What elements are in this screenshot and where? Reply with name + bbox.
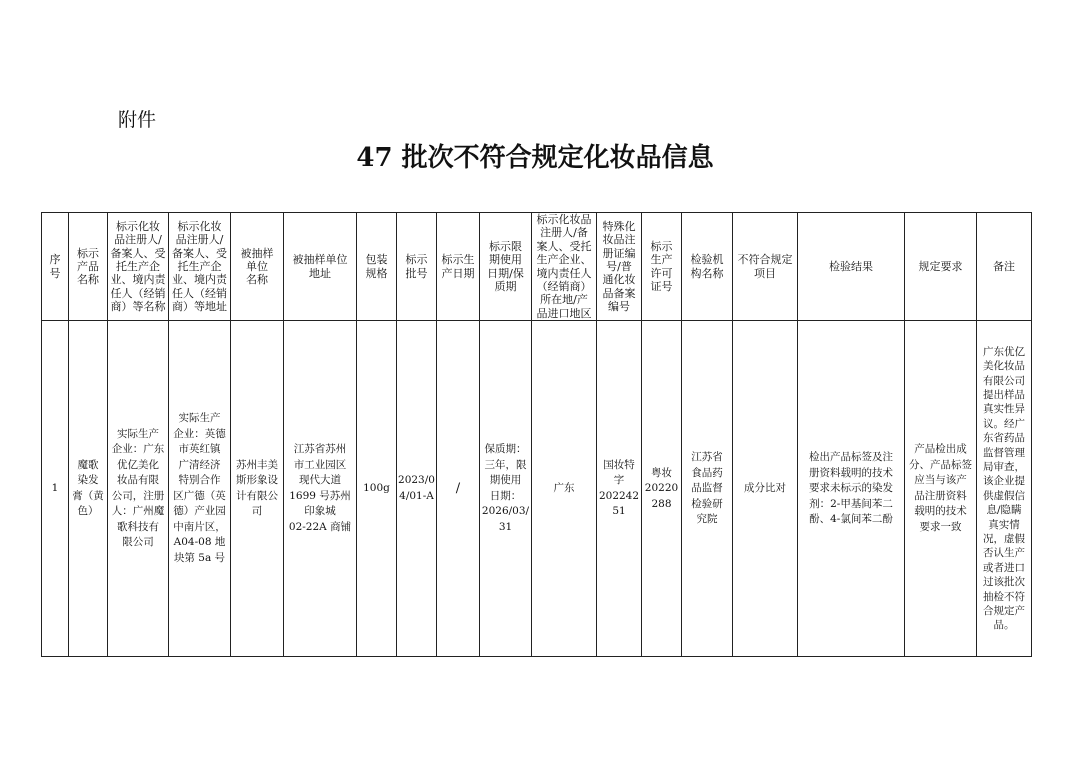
cell-production-license: 粤妆 20220 288 — [642, 321, 682, 657]
cell-product-name: 魔歌 染发 膏（黄 色） — [69, 321, 108, 657]
cell-package-spec: 100g — [357, 321, 397, 657]
header-row — [42, 213, 1032, 321]
header-batch-no: 标示 批号 — [397, 213, 437, 321]
cell-sampled-unit-address: 江苏省苏州 市工业园区 现代大道 1699 号苏州 印象城 02-22A 商铺 — [284, 321, 357, 657]
header-product-name: 标示 产品 名称 — [69, 213, 108, 321]
cell-batch-no: 2023/0 4/01-A — [397, 321, 437, 657]
cell-nonconforming-item: 成分比对 — [733, 321, 798, 657]
cell-sampled-unit-name: 苏州丰美 斯形象设 计有限公 司 — [231, 321, 284, 657]
cell-inspection-agency: 江苏省 食品药 品监督 检验研 究院 — [682, 321, 733, 657]
header-production-date: 标示生 产日期 — [437, 213, 480, 321]
table-body — [42, 321, 1032, 657]
header-registrant-address: 标示化妆 品注册人/ 备案人、受 托生产企 业、境内责 任人（经销 商）等地址 — [169, 213, 231, 321]
header-remarks: 备注 — [977, 213, 1032, 321]
header-requirement: 规定要求 — [905, 213, 977, 321]
cell-registration-no: 国妆特 字 202242 51 — [597, 321, 642, 657]
table-row — [42, 321, 1032, 657]
nonconforming-cosmetics-table — [41, 212, 1032, 657]
cell-serial-no: 1 — [42, 321, 69, 657]
cell-requirement: 产品检出成 分、产品标签 应当与该产 品注册资料 载明的技术 要求一致 — [905, 321, 977, 657]
cell-registrant-region: 广东 — [532, 321, 597, 657]
header-production-license: 标示 生产 许可 证号 — [642, 213, 682, 321]
header-expiry-date: 标示限 期使用 日期/保 质期 — [480, 213, 532, 321]
header-nonconforming-item: 不符合规定 项目 — [733, 213, 798, 321]
header-sampled-unit-address: 被抽样单位 地址 — [284, 213, 357, 321]
header-test-result: 检验结果 — [798, 213, 905, 321]
attachment-label: 附件 — [118, 109, 157, 131]
header-sampled-unit-name: 被抽样 单位 名称 — [231, 213, 284, 321]
header-registrant-name: 标示化妆 品注册人/ 备案人、受 托生产企 业、境内责 任人（经销 商）等名称 — [108, 213, 169, 321]
cell-remarks: 广东优亿 美化妆品 有限公司 提出样品 真实性异 议。经广 东省药品 监督管理 局审查， 该企业提 供虚假信 息/隐瞒 真实情 况，虚假 否认生产 或者进口 过该批次 抽检不符 合规定产 品。 — [977, 321, 1032, 657]
header-inspection-agency: 检验机 构名称 — [682, 213, 733, 321]
table-header — [42, 213, 1032, 321]
cell-registrant-name: 实际生产 企业：广东 优亿美化 妆品有限 公司，注册 人：广州魔 歌科技有 限公司 — [108, 321, 169, 657]
header-registration-no: 特殊化 妆品注 册证编 号/普 通化妆 品备案 编号 — [597, 213, 642, 321]
document-title: 47 批次不符合规定化妆品信息 — [356, 143, 714, 173]
header-serial-no: 序 号 — [42, 213, 69, 321]
header-registrant-region: 标示化妆品 注册人/备 案人、受托 生产企业、 境内责任人 （经销商） 所在地/产 品进口地区 — [532, 213, 597, 321]
cell-test-result: 检出产品标签及注 册资料载明的技术 要求未标示的染发 剂：2-甲基间苯二 酚、4-氯间苯二酚 — [798, 321, 905, 657]
header-package-spec: 包装 规格 — [357, 213, 397, 321]
cell-production-date: / — [437, 321, 480, 657]
cell-registrant-address: 实际生产 企业：英德 市英红镇 广清经济 特别合作 区广德（英 德）产业园 中南片区， A04-08 地 块第 5a 号 — [169, 321, 231, 657]
cell-expiry-date: 保质期： 三年，限 期使用 日期： 2026/03/ 31 — [480, 321, 532, 657]
